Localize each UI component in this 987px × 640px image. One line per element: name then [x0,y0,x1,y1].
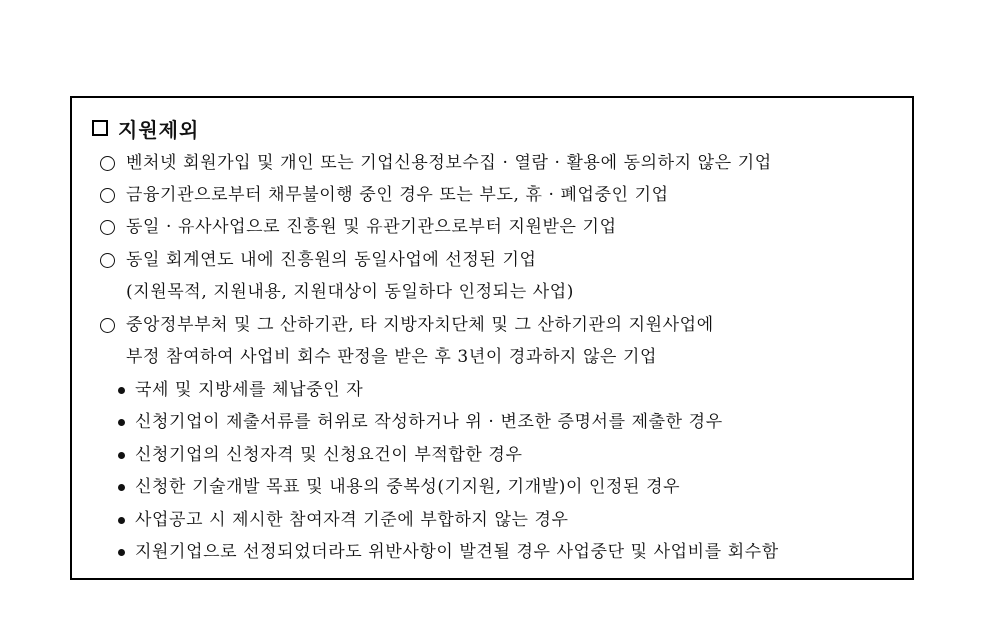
bullet-dot-icon [118,549,125,556]
circle-marker-icon [100,253,115,268]
bullet-dot-icon [118,484,125,491]
list-item-circle [100,152,772,174]
item-text: 사업공고 시 제시한 참여자격 기준에 부합하지 않는 경우 [135,510,569,530]
list-item-bullet [118,444,522,466]
item-text: 국세 및 지방세를 체납중인 자 [135,380,364,400]
item-text: (지원목적, 지원내용, 지원대상이 동일하다 인정되는 사업) [126,282,574,302]
list-item-bullet [118,379,363,401]
bullet-dot-icon [118,517,125,524]
bullet-dot-icon [118,419,125,426]
list-item-bullet [118,541,779,563]
item-text: 금융기관으로부터 채무불이행 중인 경우 또는 부도, 휴 · 폐업중인 기업 [126,185,669,205]
item-text: 동일 회계연도 내에 진흥원의 동일사업에 선정된 기업 [126,250,537,270]
list-item-continuation [126,281,574,303]
list-item-circle [100,184,669,206]
bullet-dot-icon [118,452,125,459]
item-text: 지원기업으로 선정되었더라도 위반사항이 발견될 경우 사업중단 및 사업비를 회수함 [135,542,779,562]
checkbox-square-icon [92,120,108,136]
exclusion-box [70,96,914,580]
circle-marker-icon [100,156,115,171]
item-text: 벤처넷 회원가입 및 개인 또는 기업신용정보수집 · 열람 · 활용에 동의하지 않은 기업 [126,153,772,173]
circle-marker-icon [100,318,115,333]
item-text: 동일 · 유사사업으로 진흥원 및 유관기관으로부터 지원받은 기업 [126,217,617,237]
list-item-circle [100,314,714,336]
bullet-dot-icon [118,387,125,394]
section-heading [92,115,199,141]
circle-marker-icon [100,188,115,203]
item-text: 중앙정부부처 및 그 산하기관, 타 지방자치단체 및 그 산하기관의 지원사업에 [126,315,714,335]
list-item-bullet [118,509,569,531]
item-text: 신청기업이 제출서류를 허위로 작성하거나 위 · 변조한 증명서를 제출한 경우 [135,412,723,432]
list-item-bullet [118,476,680,498]
list-item-continuation [126,346,657,368]
section-title: 지원제외 [118,117,200,142]
item-text: 신청기업의 신청자격 및 신청요건이 부적합한 경우 [135,445,523,465]
list-item-bullet [118,411,723,433]
list-item-circle [100,249,537,271]
list-item-circle [100,216,617,238]
item-text: 신청한 기술개발 목표 및 내용의 중복성(기지원, 기개발)이 인정된 경우 [135,477,681,497]
item-text: 부정 참여하여 사업비 회수 판정을 받은 후 3년이 경과하지 않은 기업 [126,347,658,367]
circle-marker-icon [100,220,115,235]
